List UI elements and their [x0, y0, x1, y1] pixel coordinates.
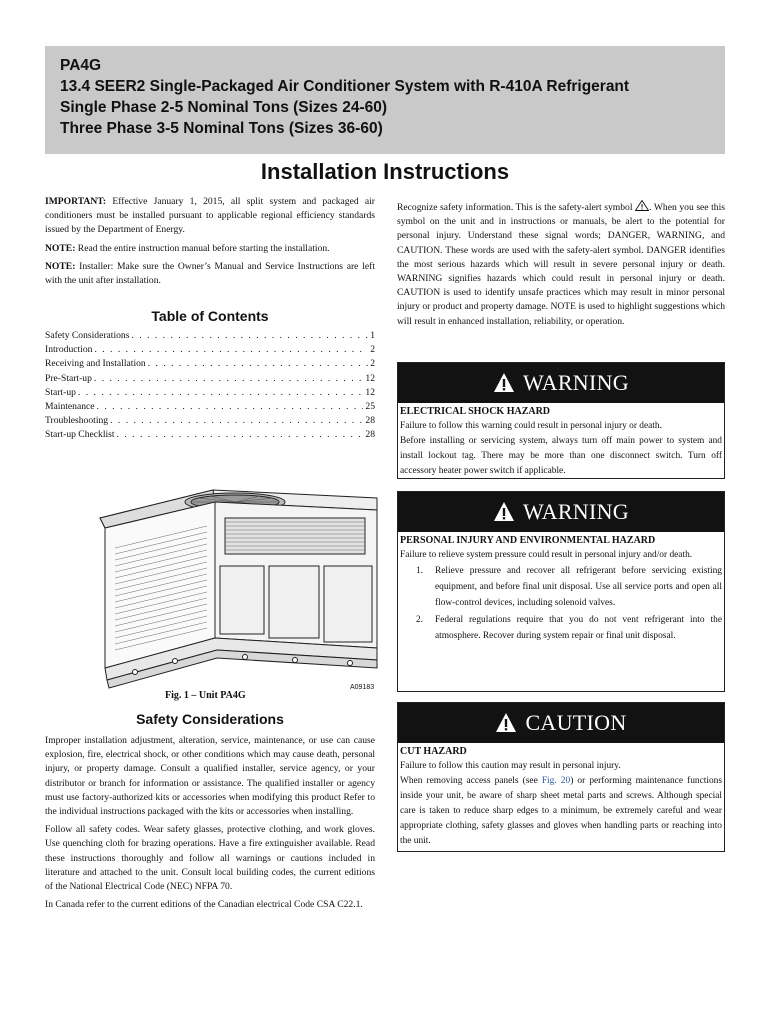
hazard-consequence: Failure to follow this caution may result in personal injury. — [400, 761, 621, 771]
list-item: 2. Federal regulations require that you do not vent refrigerant into the atmosphere. Recover during system repair or final unit disposal. — [415, 614, 722, 641]
note-installer: NOTE: Installer: Make sure the Owner’s Manual and Service Instructions are left with the unit after installation. — [45, 260, 375, 287]
fig-20-link[interactable]: Fig. 20 — [541, 776, 571, 786]
page-title: Installation Instructions — [260, 159, 510, 184]
hazard-instruction: Before installing or servicing system, always turn off main power to system and install lockout tag. There may be more than one disconnect switch. Turn off accessory heater power switch if applicable. — [400, 436, 722, 476]
warning-icon — [493, 501, 515, 523]
toc-heading: Table of Contents — [151, 308, 269, 324]
hazard-consequence: Failure to follow this warning could result in personal injury or death. — [400, 421, 662, 431]
warning-electrical-shock — [397, 362, 725, 479]
hazard-consequence: Failure to relieve system pressure could result in personal injury and/or death. — [400, 550, 693, 560]
safety-alert-icon — [635, 200, 649, 211]
list-item: 1. Relieve pressure and recover all refrigerant before servicing existing equipment, and before final unit disposal. Use all service ports and open all flow-control devices, including solenoid valves. — [415, 566, 722, 609]
caution-banner: CAUTION — [398, 703, 724, 743]
hazard-title: ELECTRICAL SHOCK HAZARD — [400, 406, 551, 417]
hazard-title: PERSONAL INJURY AND ENVIRONMENTAL HAZARD — [400, 535, 656, 546]
safety-heading: Safety Considerations — [136, 711, 284, 727]
safety-alert-intro: Recognize safety information. This is the safety-alert symbol . When you see this symbol on the unit and in instructions or manuals, be alert to the potential for personal injury. Understand these signal words; DANGER, WARNING, and CAUTION. These words are used with the safety-alert symbol. DANGER identifies the most serious hazards which will result in severe personal injury or death. WARNING signifies hazards which could result in personal injury or death. CAUTION is used to identify unsafe practices which may result in minor personal injury or product and property damage. NOTE is used to highlight suggestions which will result in enhanced installation, reliability, or operation. — [397, 202, 725, 327]
warning-banner: WARNING — [398, 492, 724, 532]
toc-item[interactable]: Maintenance . . . 25 — [45, 400, 375, 414]
safety-section — [45, 734, 375, 916]
three-phase-spec: Three Phase 3-5 Nominal Tons (Sizes 36-60) — [60, 120, 383, 137]
hazard-title: CUT HAZARD — [400, 746, 467, 757]
hazard-steps — [400, 563, 722, 644]
figure-code: A09183 — [350, 684, 375, 691]
toc-item[interactable]: Troubleshooting . . . 28 — [45, 414, 375, 428]
warning-banner: WARNING — [398, 363, 724, 403]
document-header — [45, 46, 725, 154]
safety-paragraph-3: In Canada refer to the current editions of the Canadian electrical Code CSA C22.1. — [45, 899, 363, 911]
intro-notes — [45, 195, 375, 292]
table-of-contents — [45, 329, 375, 443]
figure-caption: Fig. 1 – Unit PA4G — [165, 690, 246, 701]
single-phase-spec: Single Phase 2-5 Nominal Tons (Sizes 24-60) — [60, 99, 388, 116]
caution-icon — [495, 712, 517, 734]
important-note: IMPORTANT: Effective January 1, 2015, all split system and packaged air conditioners must be installed pursuant to applicable regional efficiency standards issued by the Department of Energy. — [45, 196, 375, 236]
unit-illustration — [95, 488, 390, 698]
toc-item[interactable]: Safety Considerations . . . 1 — [45, 329, 375, 343]
product-description: 13.4 SEER2 Single-Packaged Air Conditioner System with R-410A Refrigerant — [60, 78, 630, 95]
toc-item[interactable]: Receiving and Installation . . . 2 — [45, 357, 375, 371]
model-name: PA4G — [60, 57, 102, 74]
toc-item[interactable]: Start-up Checklist . . . 28 — [45, 428, 375, 442]
warning-personal-injury — [397, 491, 725, 692]
warning-icon — [493, 372, 515, 394]
note-read-manual: NOTE: Read the entire instruction manual before starting the installation. — [45, 242, 330, 254]
safety-paragraph-2: Follow all safety codes. Wear safety glasses, protective clothing, and work gloves. Use quenching cloth for brazing operations. Have a fire extinguisher available. Read these instructions thoroughly and follow all warnings or cautions included in literature and attached to the unit. Consult local building codes, the current editions of the National Electrical Code (NEC) NFPA 70. — [45, 824, 375, 893]
hazard-instruction: When removing access panels (see Fig. 20) or performing maintenance functions inside your unit, be aware of sharp sheet metal parts and screws. Although special care is taken to reduce sharp edges to a minimum, be extremely careful and wear appropriate clothing, safety glasses and gloves when handling parts or reaching into the unit. — [400, 776, 722, 846]
safety-paragraph-1: Improper installation adjustment, alteration, service, maintenance, or use can cause explosion, fire, electrical shock, or other conditions which may cause death, personal injury, or property damage. Consult a qualified installer, service agency, or your distributor or branch for information or assistance. The qualified installer or agency must use factory-authorized kits or accessories when modifying this product Refer to the individual instructions packaged with the kits or accessories when installing. — [45, 735, 375, 818]
toc-item[interactable]: Introduction . . . 2 — [45, 343, 375, 357]
toc-item[interactable]: Pre-Start-up . . . 12 — [45, 372, 375, 386]
toc-item[interactable]: Start-up . . . 12 — [45, 386, 375, 400]
caution-cut-hazard — [397, 702, 725, 852]
